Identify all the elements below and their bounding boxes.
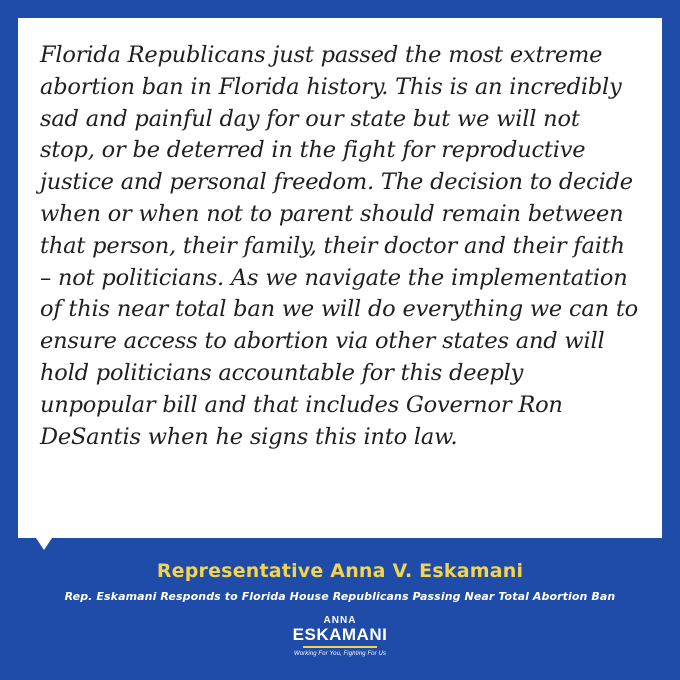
speech-bubble-tail: [36, 538, 52, 550]
logo-last-name: ESKAMANI: [292, 625, 388, 644]
statement-text: Florida Republicans just passed the most extreme abortion ban in Florida history. This is an incredibly sad and painful day for our state but we will not stop, or be deterred in the fight for reproductive justice and personal freedom. The decision to decide when or when not to parent should remain between that person, their family, their doctor and their faith – not politicians. As we navigate the implementation of this near total ban we will do everything we can to ensure access to abortion via other states and will hold politicians accountable for this deeply unpopular bill and that includes Governor Ron DeSantis when he signs this into law.: [40, 42, 639, 450]
logo-tagline: Working For You, Fighting For Us: [293, 651, 387, 657]
campaign-logo: [290, 615, 390, 673]
statement-card: [18, 18, 662, 538]
logo-first-name: ANNA: [323, 615, 357, 626]
attribution-name: Representative Anna V. Eskamani: [156, 560, 524, 582]
attribution-subtitle: Rep. Eskamani Responds to Florida House Republicans Passing Near Total Abortion Ban: [64, 590, 616, 603]
logo-divider: [303, 646, 377, 648]
